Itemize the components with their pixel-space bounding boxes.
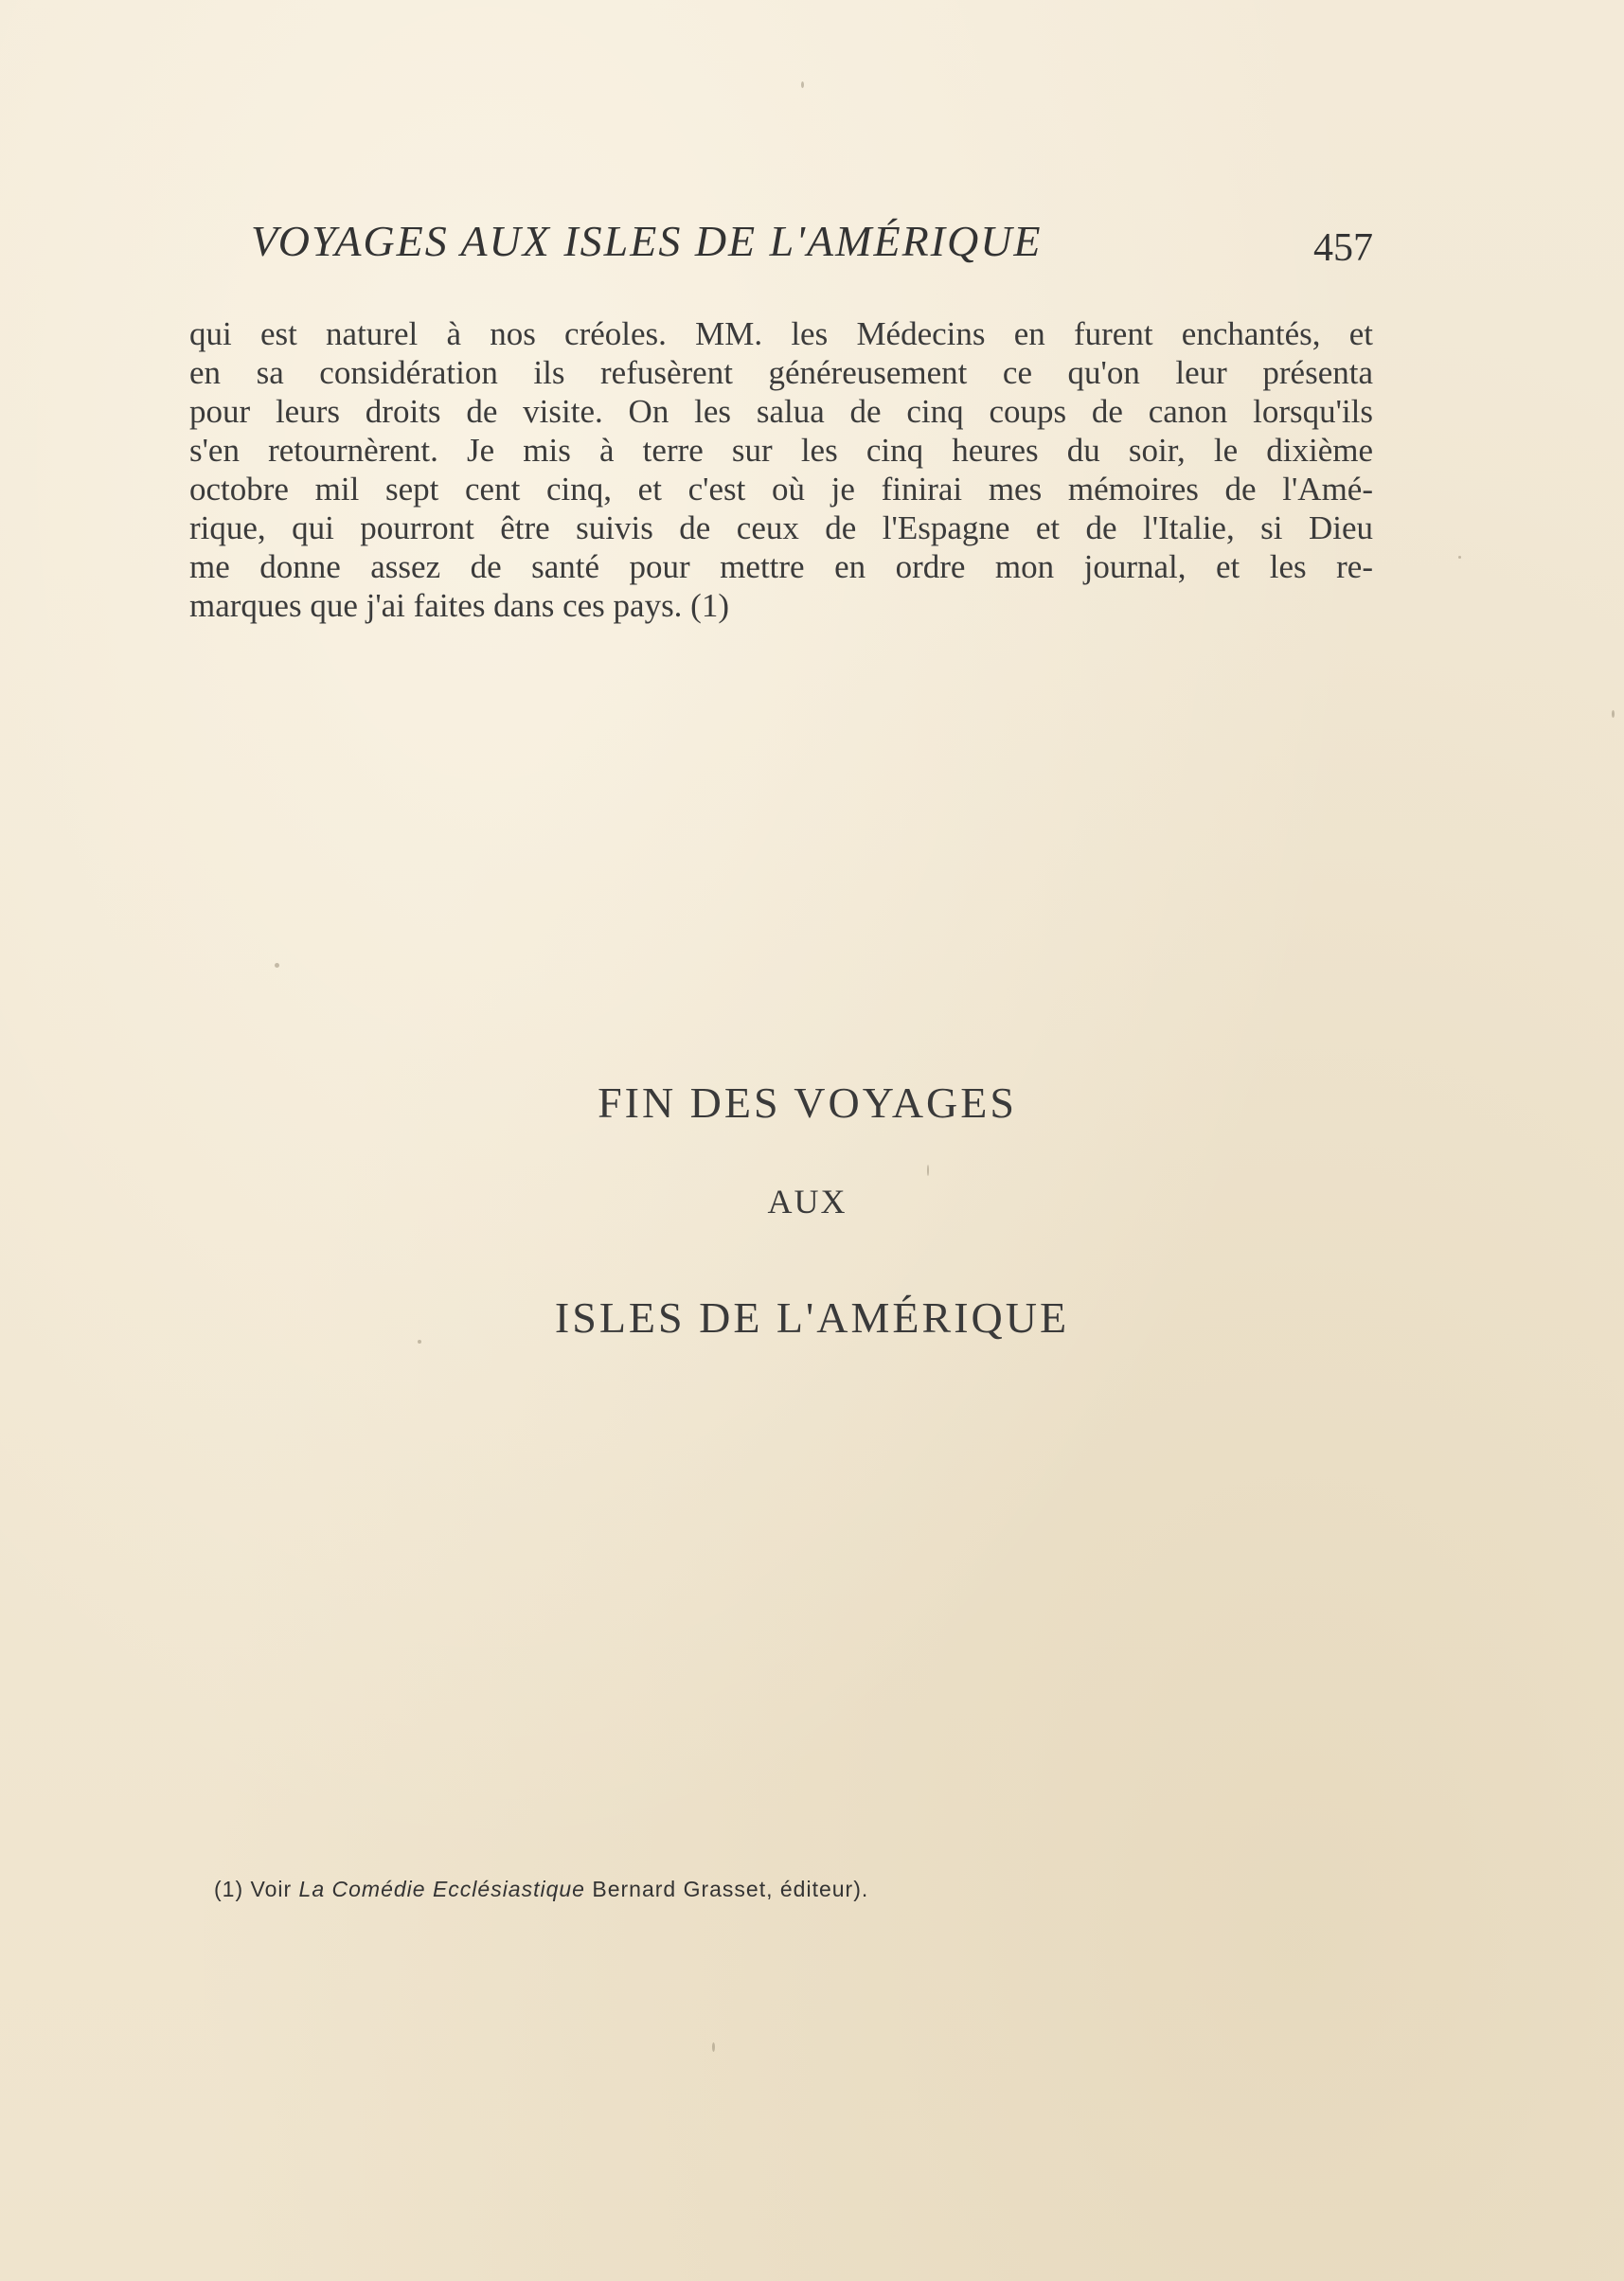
paper-speck: [801, 81, 804, 88]
body-line: qui est naturel à nos créoles. MM. les Médecins en furent enchantés, et: [189, 315, 1373, 352]
body-line: marques que j'ai faites dans ces pays. (1): [189, 587, 729, 624]
paper-speck: [1612, 710, 1615, 718]
footnote-rest: Bernard Grasset, éditeur).: [592, 1877, 869, 1901]
body-line: me donne assez de santé pour mettre en ordre mon journal, et les re-: [189, 548, 1373, 585]
colophon-line-1: FIN DES VOYAGES: [598, 1078, 1017, 1127]
footnote-prefix: Voir: [250, 1877, 293, 1901]
footnote-title: La Comédie Ecclésiastique: [298, 1877, 585, 1901]
paper-speck: [275, 963, 279, 968]
body-line: en sa considération ils refusèrent généreusement ce qu'on leur présenta: [189, 354, 1373, 391]
body-line: pour leurs droits de visite. On les salua de cinq coups de canon lorsqu'ils: [189, 393, 1373, 430]
running-head: [251, 216, 1373, 276]
paper-speck: [1458, 556, 1461, 559]
body-line: octobre mil sept cent cinq, et c'est où je finirai mes mémoires de l'Amé-: [189, 471, 1373, 508]
paper-speck: [927, 1165, 929, 1176]
footnote-marker: (1): [214, 1877, 244, 1901]
paper-speck: [418, 1340, 421, 1344]
paper-speck: [712, 2042, 715, 2052]
body-line: rique, qui pourront être suivis de ceux de l'Espagne et de l'Italie, si Dieu: [189, 509, 1373, 546]
running-title: VOYAGES AUX ISLES DE L'AMÉRIQUE: [251, 217, 1043, 265]
footnote: [214, 1877, 868, 1902]
colophon-line-2: AUX: [767, 1183, 848, 1221]
body-line: s'en retournèrent. Je mis à terre sur les cinq heures du soir, le dixième: [189, 432, 1373, 469]
body-paragraph: [189, 314, 1373, 625]
colophon-line-3: ISLES DE L'AMÉRIQUE: [554, 1293, 1070, 1342]
page-number: 457: [1313, 226, 1373, 270]
